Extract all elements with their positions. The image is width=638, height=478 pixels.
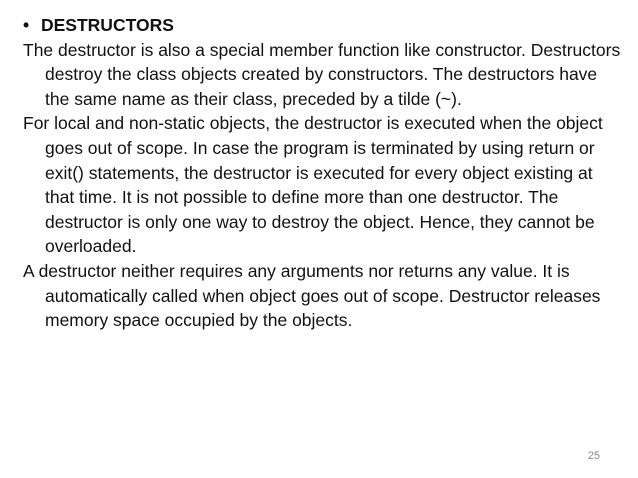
paragraph-intro: The destructor is also a special member function like constructor. Destructors destroy the class objects created by constructors. The destructors have the same name as their class, preceded by a tilde (~).: [23, 39, 621, 109]
page-number: 25: [587, 450, 600, 462]
bullet-icon: •: [23, 15, 30, 35]
heading-text: DESTRUCTORS: [41, 15, 174, 35]
paragraph-scope: For local and non-static objects, the destructor is executed when the object goes out of scope. In case the program is terminated by using return or exit() statements, the destructor is executed for every object existing at that time. It is not possible to define more than one destructor. The destructor is only one way to destroy the object. Hence, they cannot be overloaded.: [23, 113, 603, 257]
slide-heading: [23, 13, 623, 38]
slide-content: [23, 13, 623, 333]
paragraph-arguments: A destructor neither requires any arguments nor returns any value. It is automatically called when object goes out of scope. Destructor releases memory space occupied by the objects.: [23, 260, 601, 331]
